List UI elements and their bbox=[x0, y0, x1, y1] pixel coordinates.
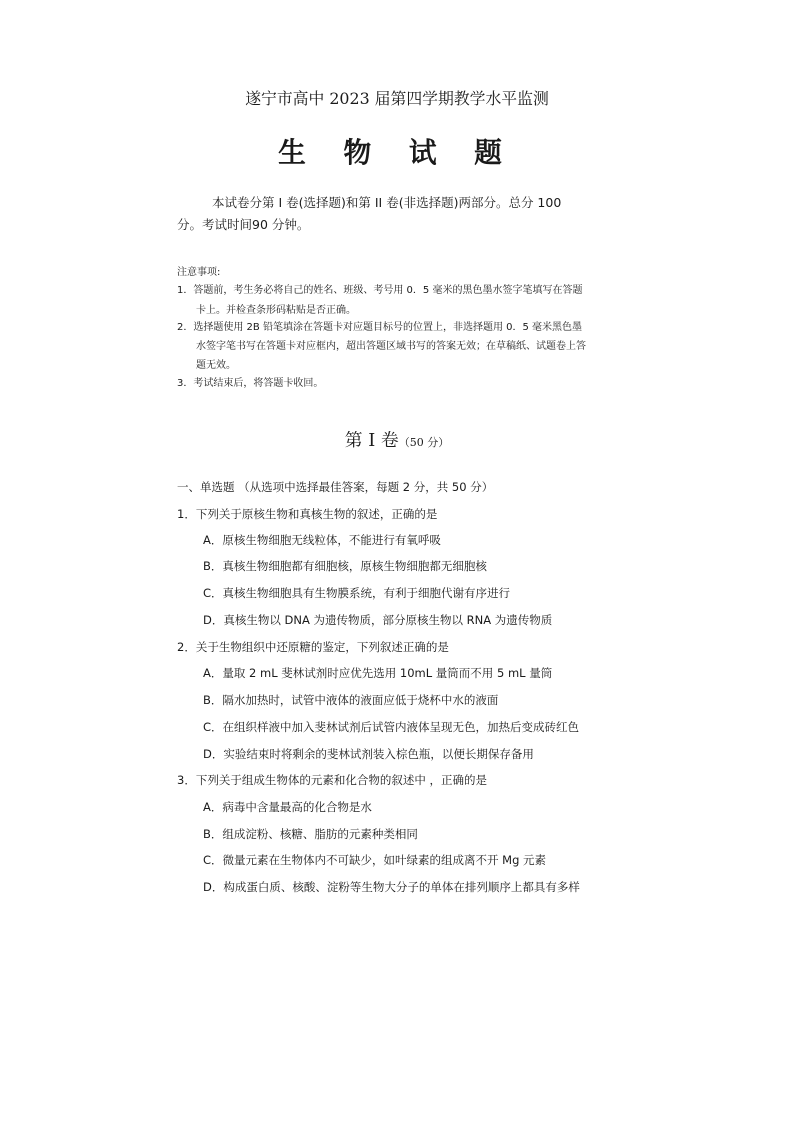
question-2-option-d: D．实验结束时将剩余的斐林试剂装入棕色瓶，以便长期保存备用 bbox=[203, 747, 534, 761]
question-2-stem: 2．关于生物组织中还原糖的鉴定，下列叙述正确的是 bbox=[177, 640, 449, 654]
part-1-score: （50 分） bbox=[398, 436, 450, 449]
part-1-title bbox=[0, 427, 794, 452]
notice-item-1: 1．答题前，考生务必将自己的姓名、班级、考号用 0．5 毫米的黑色墨水签字笔填写在答题 bbox=[177, 285, 583, 296]
notice-item-3: 3．考试结束后，将答题卡收回。 bbox=[177, 378, 324, 389]
part-1-label: 第 Ⅰ 卷 bbox=[344, 430, 399, 451]
question-2-option-c: C．在组织样液中加入斐林试剂后试管内液体呈现无色，加热后变成砖红色 bbox=[203, 720, 580, 734]
notice-heading: 注意事项: bbox=[177, 267, 221, 278]
notice-item-2-cont: 水签字笔书写在答题卡对应框内，超出答题区域书写的答案无效；在草稿纸、试题卷上答 bbox=[196, 341, 586, 352]
subject-title: 生 物 试 题 bbox=[278, 136, 516, 169]
question-2-option-a: A．量取 2 mL 斐林试剂时应优先选用 10mL 量筒而不用 5 mL 量筒 bbox=[203, 666, 553, 680]
question-1-option-a: A．原核生物细胞无线粒体，不能进行有氧呼吸 bbox=[203, 533, 441, 547]
section-heading: 一、单选题 （从选项中选择最佳答案，每题 2 分，共 50 分） bbox=[177, 480, 494, 494]
exam-header: 遂宁市高中 2023 届第四学期教学水平监测 bbox=[245, 89, 549, 108]
question-3-stem: 3．下列关于组成生物体的元素和化合物的叙述中 ，正确的是 bbox=[177, 773, 487, 787]
intro-line-1: 本试卷分第 I 卷(选择题)和第 II 卷(非选择题)两部分。总分 100 bbox=[212, 195, 562, 210]
question-3-option-d: D．构成蛋白质、核酸、淀粉等生物大分子的单体在排列顺序上都具有多样 bbox=[203, 880, 580, 894]
question-1-stem: 1．下列关于原核生物和真核生物的叙述，正确的是 bbox=[177, 507, 438, 521]
question-3-option-a: A．病毒中含量最高的化合物是水 bbox=[203, 800, 372, 814]
question-1-option-b: B．真核生物细胞都有细胞核，原核生物细胞都无细胞核 bbox=[203, 559, 487, 573]
notice-item-2: 2．选择题使用 2B 铅笔填涂在答题卡对应题目标号的位置上，非选择题用 0．5 毫米黑色墨 bbox=[177, 322, 583, 333]
question-1-option-d: D．真核生物以 DNA 为遗传物质，部分原核生物以 RNA 为遗传物质 bbox=[203, 613, 553, 627]
notice-item-1-cont: 卡上。并检查条形码粘贴是否正确。 bbox=[196, 305, 356, 316]
notice-item-2-cont-2: 题无效。 bbox=[196, 360, 236, 371]
intro-line-2: 分。考试时间90 分钟。 bbox=[177, 217, 310, 232]
question-3-option-b: B．组成淀粉、核糖、脂肪的元素种类相同 bbox=[203, 827, 418, 841]
question-1-option-c: C．真核生物细胞具有生物膜系统，有利于细胞代谢有序进行 bbox=[203, 586, 511, 600]
question-3-option-c: C．微量元素在生物体内不可缺少，如叶绿素的组成离不开 Mg 元素 bbox=[203, 853, 547, 867]
question-2-option-b: B．隔水加热时，试管中液体的液面应低于烧杯中水的液面 bbox=[203, 693, 499, 707]
